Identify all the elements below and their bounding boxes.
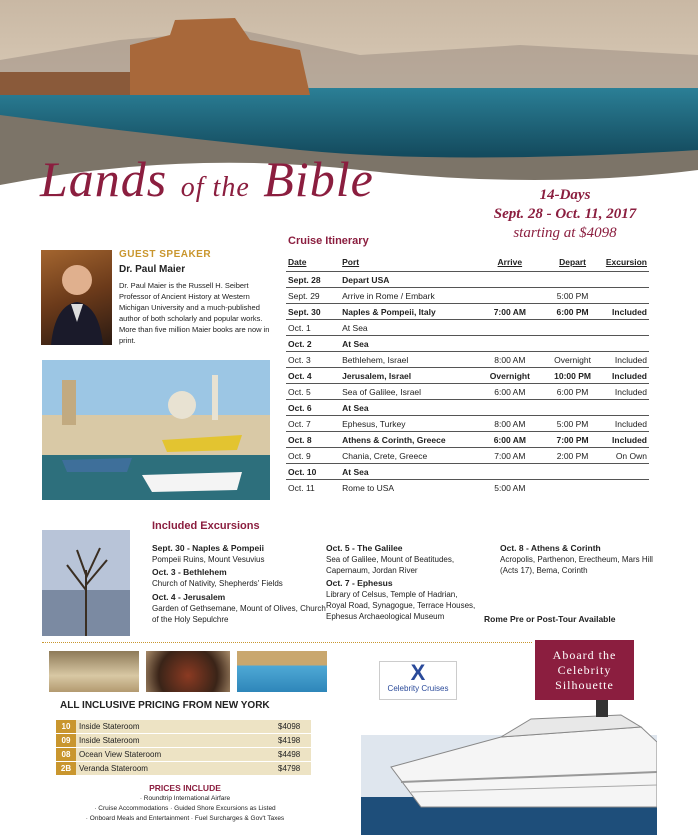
- itinerary-row: [286, 336, 649, 352]
- rome-tour-note: Rome Pre or Post-Tour Available: [484, 614, 616, 624]
- pricing-row: [56, 748, 311, 762]
- speaker-bio: Dr. Paul Maier is the Russell H. Seibert Professor of Ancient History at Western Michigan University and a much-published author of both scholarly and popular works. More than five million Maier books are now in print.: [119, 281, 270, 345]
- pricing-label: Inside Stateroom: [76, 734, 275, 748]
- itinerary-date: Sept. 29: [286, 288, 340, 304]
- itinerary-depart: 5:00 PM: [541, 288, 604, 304]
- pricing-heading: ALL INCLUSIVE PRICING FROM NEW YORK: [60, 700, 270, 711]
- excursion-desc: Garden of Gethsemane, Mount of Olives, Church of the Holy Sepulchre: [152, 604, 326, 624]
- itinerary-date: Sept. 30: [286, 304, 340, 320]
- itinerary-arrive: [478, 288, 541, 304]
- pricing-price: $4098: [275, 720, 311, 734]
- dining-room-photo: [49, 651, 139, 692]
- itinerary-excursion: Included: [604, 432, 649, 448]
- aboard-ship-label: Aboard the Celebrity Silhouette: [535, 640, 634, 700]
- itinerary-row: [286, 304, 649, 320]
- itinerary-row: [286, 400, 649, 416]
- pricing-price: $4798: [275, 762, 311, 776]
- excursions-heading: Included Excursions: [152, 520, 260, 532]
- itinerary-excursion: Included: [604, 352, 649, 368]
- steak-dinner-photo: [146, 651, 230, 692]
- itinerary-arrive: [478, 336, 541, 352]
- trip-summary: [470, 186, 660, 243]
- trip-days: 14-Days: [539, 187, 591, 203]
- itinerary-depart: 7:00 PM: [541, 432, 604, 448]
- itinerary-date: Oct. 2: [286, 336, 340, 352]
- guest-speaker-heading: GUEST SPEAKER: [119, 249, 212, 260]
- pricing-label: Ocean View Stateroom: [76, 748, 275, 762]
- excursion-title: Sept. 30 - Naples & Pompeii: [152, 543, 264, 553]
- prices-include-line: · Roundtrip International Airfare: [139, 795, 231, 802]
- itinerary-arrive: 6:00 AM: [478, 384, 541, 400]
- celebrity-logo: [379, 661, 457, 700]
- itinerary-depart: [541, 320, 604, 336]
- itinerary-row: [286, 416, 649, 432]
- itinerary-date: Oct. 1: [286, 320, 340, 336]
- itinerary-row: [286, 352, 649, 368]
- itinerary-row: [286, 464, 649, 480]
- itinerary-arrive: [478, 320, 541, 336]
- itinerary-depart: 2:00 PM: [541, 448, 604, 464]
- pricing-code: 08: [56, 748, 76, 762]
- itinerary-excursion: [604, 480, 649, 496]
- title-of-the: of the: [180, 172, 250, 203]
- harbor-photo: [42, 360, 270, 500]
- itinerary-row: [286, 480, 649, 496]
- trip-starting-price: starting at $4098: [513, 225, 617, 241]
- pricing-price: $4498: [275, 748, 311, 762]
- itinerary-excursion: On Own: [604, 448, 649, 464]
- excursion-title: Oct. 4 - Jerusalem: [152, 592, 226, 602]
- itinerary-depart: [541, 336, 604, 352]
- itinerary-date: Oct. 9: [286, 448, 340, 464]
- itinerary-port: Athens & Corinth, Greece: [340, 432, 478, 448]
- excursion-title: Oct. 3 - Bethlehem: [152, 567, 227, 577]
- itinerary-excursion: [604, 400, 649, 416]
- itinerary-arrive: 7:00 AM: [478, 304, 541, 320]
- title-bible: Bible: [263, 151, 374, 207]
- itinerary-depart: 6:00 PM: [541, 304, 604, 320]
- celebrity-logo-text: Celebrity Cruises: [387, 684, 449, 693]
- itinerary-depart: 6:00 PM: [541, 384, 604, 400]
- pricing-row: [56, 734, 311, 748]
- itinerary-row: [286, 384, 649, 400]
- excursion-ephesus: [326, 578, 476, 622]
- itinerary-row: [286, 288, 649, 304]
- itinerary-excursion: [604, 464, 649, 480]
- excursion-desc: Pompeii Ruins, Mount Vesuvius: [152, 555, 265, 564]
- excursion-athens: [500, 543, 660, 576]
- title-lands: Lands: [40, 151, 168, 207]
- itinerary-depart: [541, 400, 604, 416]
- celebrity-x-icon: X: [410, 660, 426, 685]
- itinerary-port: Bethlehem, Israel: [340, 352, 478, 368]
- itinerary-row: [286, 320, 649, 336]
- col-excursion: Excursion: [605, 257, 647, 267]
- pricing-code: 09: [56, 734, 76, 748]
- itinerary-excursion: [604, 320, 649, 336]
- excursion-naples: [152, 543, 322, 565]
- itinerary-port: At Sea: [340, 400, 478, 416]
- excursion-galilee: [326, 543, 476, 576]
- itinerary-depart: 10:00 PM: [541, 368, 604, 384]
- itinerary-date: Sept. 28: [286, 272, 340, 288]
- itinerary-arrive: [478, 464, 541, 480]
- col-arrive: Arrive: [497, 257, 523, 267]
- excursion-bethlehem: [152, 567, 322, 589]
- itinerary-excursion: Included: [604, 384, 649, 400]
- itinerary-row: [286, 432, 649, 448]
- itinerary-header-row: [286, 255, 649, 272]
- excursion-desc: Library of Celsus, Temple of Hadrian, Royal Road, Synagogue, Terrace Houses, Ephesus Archaeological Museum: [326, 590, 476, 621]
- pricing-table: [56, 720, 311, 776]
- itinerary-row: [286, 448, 649, 464]
- itinerary-row: [286, 272, 649, 288]
- itinerary-port: Arrive in Rome / Embark: [340, 288, 478, 304]
- itinerary-arrive: 7:00 AM: [478, 448, 541, 464]
- itinerary-port: Chania, Crete, Greece: [340, 448, 478, 464]
- pricing-row: [56, 720, 311, 734]
- excursion-title: Oct. 5 - The Galilee: [326, 543, 403, 553]
- excursion-jerusalem: [152, 592, 332, 625]
- itinerary-depart: Overnight: [541, 352, 604, 368]
- itinerary-row: [286, 368, 649, 384]
- trip-dates: Sept. 28 - Oct. 11, 2017: [493, 206, 637, 222]
- col-port: Port: [342, 257, 360, 267]
- itinerary-port: Depart USA: [340, 272, 478, 288]
- pricing-label: Inside Stateroom: [76, 720, 275, 734]
- excursion-desc: Acropolis, Parthenon, Erectheum, Mars Hill (Acts 17), Bema, Corinth: [500, 555, 653, 575]
- itinerary-arrive: 8:00 AM: [478, 352, 541, 368]
- itinerary-excursion: [604, 288, 649, 304]
- itinerary-arrive: Overnight: [478, 368, 541, 384]
- speaker-name: Dr. Paul Maier: [119, 264, 186, 275]
- divider: [42, 642, 532, 643]
- pricing-label: Veranda Stateroom: [76, 762, 275, 776]
- itinerary-heading: Cruise Itinerary: [288, 235, 369, 247]
- itinerary-port: At Sea: [340, 464, 478, 480]
- itinerary-depart: 5:00 PM: [541, 416, 604, 432]
- itinerary-arrive: 8:00 AM: [478, 416, 541, 432]
- excursion-desc: Sea of Galilee, Mount of Beatitudes, Capernaum, Jordan River: [326, 555, 455, 575]
- pricing-row: [56, 762, 311, 776]
- itinerary-excursion: Included: [604, 368, 649, 384]
- tree-photo: [42, 530, 130, 636]
- itinerary-date: Oct. 11: [286, 480, 340, 496]
- itinerary-date: Oct. 4: [286, 368, 340, 384]
- itinerary-port: At Sea: [340, 320, 478, 336]
- prices-include-line: · Onboard Meals and Entertainment · Fuel Surcharges & Gov't Taxes: [85, 815, 285, 822]
- itinerary-port: Sea of Galilee, Israel: [340, 384, 478, 400]
- excursion-title: Oct. 8 - Athens & Corinth: [500, 543, 601, 553]
- itinerary-port: Jerusalem, Israel: [340, 368, 478, 384]
- col-date: Date: [288, 257, 307, 267]
- pricing-code: 10: [56, 720, 76, 734]
- itinerary-excursion: [604, 336, 649, 352]
- itinerary-depart: [541, 480, 604, 496]
- itinerary-depart: [541, 272, 604, 288]
- itinerary-port: Ephesus, Turkey: [340, 416, 478, 432]
- itinerary-date: Oct. 7: [286, 416, 340, 432]
- itinerary-depart: [541, 464, 604, 480]
- pricing-price: $4198: [275, 734, 311, 748]
- col-depart: Depart: [559, 257, 587, 267]
- itinerary-date: Oct. 6: [286, 400, 340, 416]
- itinerary-port: At Sea: [340, 336, 478, 352]
- itinerary-arrive: 5:00 AM: [478, 480, 541, 496]
- itinerary-port: Naples & Pompeii, Italy: [340, 304, 478, 320]
- itinerary-excursion: Included: [604, 304, 649, 320]
- itinerary-date: Oct. 8: [286, 432, 340, 448]
- prices-include-line: · Cruise Accommodations · Guided Shore Excursions as Listed: [94, 805, 276, 812]
- itinerary-arrive: [478, 272, 541, 288]
- excursion-desc: Church of Nativity, Shepherds' Fields: [152, 579, 283, 588]
- excursion-title: Oct. 7 - Ephesus: [326, 578, 393, 588]
- brochure-title: [40, 150, 374, 208]
- itinerary-table: [286, 255, 649, 495]
- speaker-portrait: [41, 250, 112, 345]
- itinerary-arrive: 6:00 AM: [478, 432, 541, 448]
- itinerary-date: Oct. 10: [286, 464, 340, 480]
- itinerary-arrive: [478, 400, 541, 416]
- itinerary-excursion: [604, 272, 649, 288]
- prices-include-heading: PRICES INCLUDE: [149, 783, 221, 793]
- itinerary-date: Oct. 3: [286, 352, 340, 368]
- itinerary-excursion: Included: [604, 416, 649, 432]
- pricing-code: 2B: [56, 762, 76, 776]
- pool-deck-photo: [237, 651, 327, 692]
- itinerary-port: Rome to USA: [340, 480, 478, 496]
- itinerary-date: Oct. 5: [286, 384, 340, 400]
